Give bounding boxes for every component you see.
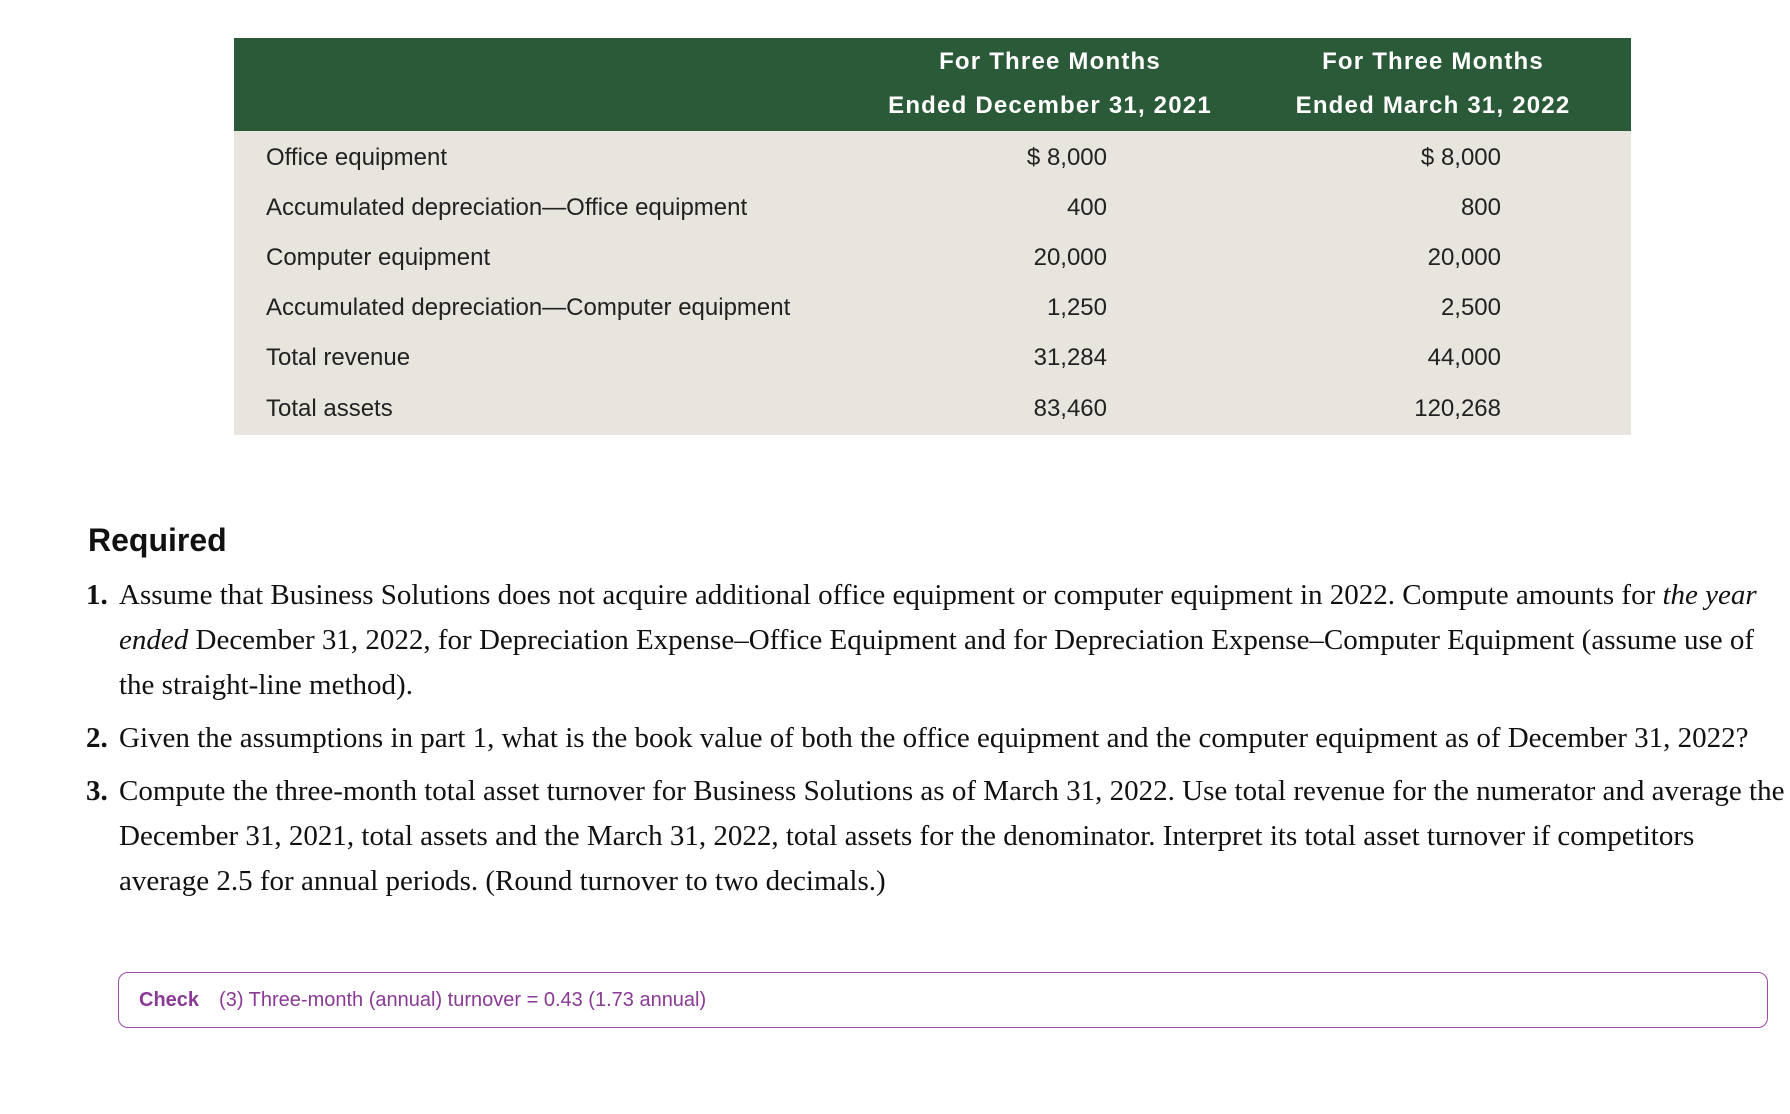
financial-data-table bbox=[234, 38, 1631, 435]
table-row bbox=[234, 333, 1631, 383]
row-value-dec-2021: 20,000 bbox=[1033, 244, 1107, 271]
header-col-a-line2: Ended December 31, 2021 bbox=[888, 92, 1212, 119]
header-row-2 bbox=[234, 84, 1631, 131]
table-row bbox=[234, 183, 1631, 233]
question-item bbox=[86, 769, 1786, 904]
row-value-dec-2021: 1,250 bbox=[1046, 294, 1107, 321]
header-row-1 bbox=[234, 38, 1631, 84]
check-label: Check bbox=[139, 988, 200, 1011]
table-row bbox=[234, 383, 1631, 435]
row-value-mar-2022: 44,000 bbox=[1427, 344, 1501, 371]
question-number: 2. bbox=[86, 722, 108, 754]
row-value-dec-2021: 400 bbox=[1066, 194, 1107, 221]
row-label: Total revenue bbox=[266, 344, 411, 371]
question-text: Compute the three-month total asset turnover for Business Solutions as of March 31, 2022. Use total revenue for the numerator and average the December 31, 2021, total assets and the March 31, 2022, total assets for the denominator. Interpret its total asset turnover if competitors average 2.5 for annual periods. (Round turnover to two decimals.) bbox=[119, 775, 1785, 897]
row-label: Accumulated depreciation—Office equipment bbox=[266, 194, 748, 221]
header-col-b-line1: For Three Months bbox=[1322, 48, 1544, 75]
row-label: Accumulated depreciation—Computer equipment bbox=[266, 294, 791, 321]
header-col-b-line2: Ended March 31, 2022 bbox=[1295, 92, 1571, 119]
header-empty-cell bbox=[234, 38, 865, 84]
row-value-mar-2022: $ 8,000 bbox=[1420, 144, 1501, 171]
row-label: Total assets bbox=[266, 395, 393, 422]
question-item bbox=[86, 573, 1786, 708]
row-value-mar-2022: 20,000 bbox=[1427, 244, 1501, 271]
table-header bbox=[234, 38, 1631, 131]
question-number: 3. bbox=[86, 775, 108, 807]
row-value-mar-2022: 120,268 bbox=[1414, 395, 1501, 422]
question-number: 1. bbox=[86, 579, 108, 611]
row-label: Office equipment bbox=[266, 144, 447, 171]
table-row bbox=[234, 283, 1631, 333]
table-body bbox=[234, 131, 1631, 435]
header-col-a-line1: For Three Months bbox=[939, 48, 1161, 75]
row-value-mar-2022: 2,500 bbox=[1440, 294, 1501, 321]
table-row bbox=[234, 233, 1631, 283]
check-text: (3) Three-month (annual) turnover = 0.43 (1.73 annual) bbox=[219, 988, 707, 1011]
required-questions-list bbox=[86, 573, 1786, 912]
required-heading: Required bbox=[88, 522, 227, 558]
financial-data-table-container bbox=[234, 38, 1631, 435]
header-empty-cell bbox=[234, 84, 865, 131]
row-value-mar-2022: 800 bbox=[1460, 194, 1501, 221]
question-item bbox=[86, 716, 1786, 761]
question-text: Given the assumptions in part 1, what is the book value of both the office equipment and the computer equipment as of December 31, 2022? bbox=[119, 722, 1749, 754]
row-value-dec-2021: 31,284 bbox=[1033, 344, 1107, 371]
question-emphasis: the year ended bbox=[119, 579, 1757, 656]
table-row bbox=[234, 131, 1631, 183]
question-text-before: Assume that Business Solutions does not acquire additional office equipment or computer equipment in 2022. Compute amounts for bbox=[119, 579, 1663, 611]
row-value-dec-2021: $ 8,000 bbox=[1026, 144, 1107, 171]
question-text-after: December 31, 2022, for Depreciation Expense–Office Equipment and for Depreciation Expense–Computer Equipment (assume use of the straight-line method). bbox=[119, 624, 1755, 701]
check-answer-box bbox=[118, 972, 1768, 1028]
row-label: Computer equipment bbox=[266, 244, 491, 271]
row-value-dec-2021: 83,460 bbox=[1033, 395, 1107, 422]
